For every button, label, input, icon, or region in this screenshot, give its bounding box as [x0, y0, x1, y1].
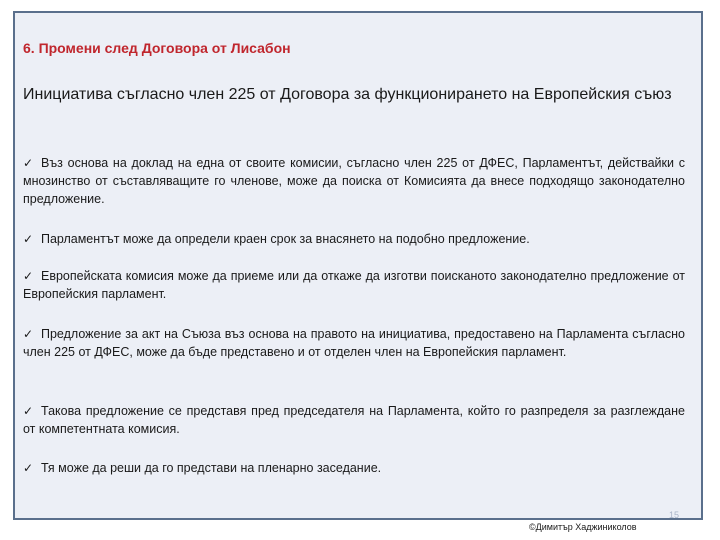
bullet-item — [23, 230, 685, 248]
bullet-text: Такова предложение се представя пред председателя на Парламента, който го разпределя за разглеждане от компетентната комисия. — [23, 404, 685, 436]
bullet-text: Предложение за акт на Съюза въз основа на правото на инициатива, предоставено на Парламента съгласно член 225 от ДФЕС, може да бъде представено и от отделен член на Европейския парламент. — [23, 327, 685, 359]
bullet-text: Парламентът може да определи краен срок за внасянето на подобно предложение. — [41, 232, 530, 246]
bullet-item — [23, 267, 685, 303]
slide-title: 6. Промени след Договора от Лисабон — [23, 40, 291, 56]
bullet-item — [23, 154, 685, 208]
check-icon: ✓ — [23, 404, 34, 418]
bullet-text: Въз основа на доклад на една от своите комисии, съгласно член 225 от ДФЕС, Парламентът, действайки с мнозинство от съставляващите го членове, може да поиска от Комисията да внесе подходящо законодателно предложение. — [23, 156, 685, 206]
check-icon: ✓ — [23, 232, 34, 246]
slide-frame — [13, 11, 703, 520]
check-icon: ✓ — [23, 156, 34, 170]
bullet-item — [23, 459, 685, 477]
slide-subtitle: Инициатива съгласно член 225 от Договора за функционирането на Европейския съюз — [23, 86, 672, 103]
check-icon: ✓ — [23, 461, 34, 475]
page-number: 15 — [668, 510, 679, 520]
bullet-text: Тя може да реши да го представи на пленарно заседание. — [41, 461, 382, 475]
bullet-item — [23, 402, 685, 438]
bullet-item — [23, 325, 685, 361]
check-icon: ✓ — [23, 327, 34, 341]
check-icon: ✓ — [23, 269, 34, 283]
bullet-text: Европейската комисия може да приеме или да откаже да изготви поисканото законодателно предложение от Европейския парламент. — [23, 269, 685, 301]
copyright-text: ©Димитър Хаджиниколов — [529, 522, 637, 532]
